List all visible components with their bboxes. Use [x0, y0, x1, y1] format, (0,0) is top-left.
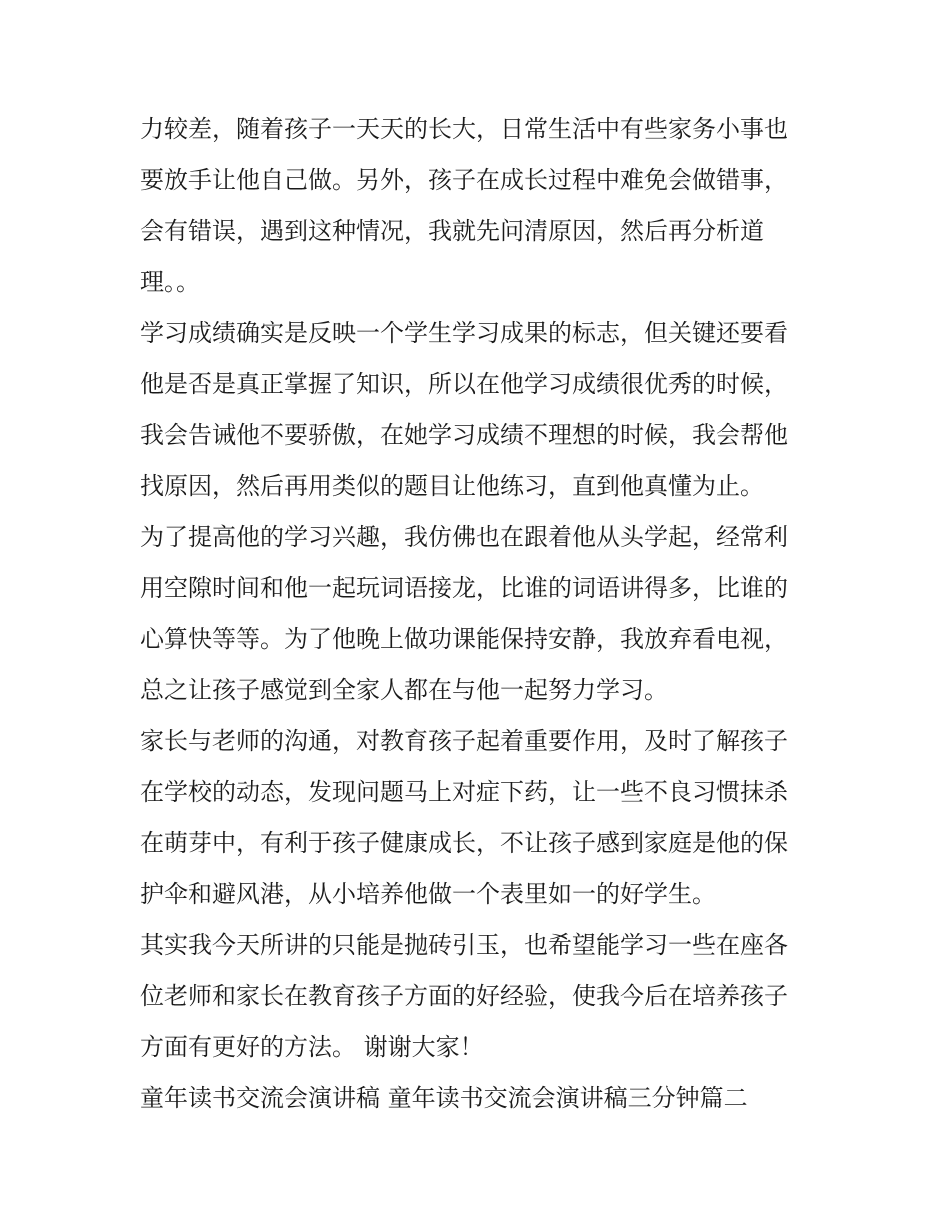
text-line: 心算快等等。为了他晚上做功课能保持安静，我放弃看电视， [140, 625, 788, 653]
text-line: 会有错误，遇到这种情况，我就先问清原因，然后再分析道 [140, 217, 764, 245]
text-line: 其实我今天所讲的只能是抛砖引玉，也希望能学习一些在座各 [140, 931, 788, 959]
text-line: 在萌芽中，有利于孩子健康成长，不让孩子感到家庭是他的保 [140, 829, 788, 857]
text-line: 在学校的动态，发现问题马上对症下药，让一些不良习惯抹杀 [140, 778, 788, 806]
text-line: 我会告诫他不要骄傲，在她学习成绩不理想的时候，我会帮他 [140, 421, 788, 449]
text-line: 护伞和避风港，从小培养他做一个表里如一的好学生。 [140, 880, 716, 908]
text-line: 用空隙时间和他一起玩词语接龙，比谁的词语讲得多，比谁的 [140, 574, 788, 602]
text-line: 学习成绩确实是反映一个学生学习成果的标志，但关键还要看 [140, 319, 788, 347]
text-line: 要放手让他自己做。另外，孩子在成长过程中难免会做错事， [140, 166, 788, 194]
text-line: 找原因，然后再用类似的题目让他练习，直到他真懂为止。 [140, 472, 764, 500]
text-line: 力较差，随着孩子一天天的长大，日常生活中有些家务小事也 [140, 115, 788, 143]
document-body [140, 104, 830, 1124]
text-line: 家长与老师的沟通，对教育孩子起着重要作用，及时了解孩子 [140, 727, 788, 755]
text-line: 理。。 [140, 268, 200, 296]
text-line: 他是否是真正掌握了知识，所以在他学习成绩很优秀的时候， [140, 370, 788, 398]
text-line: 为了提高他的学习兴趣，我仿佛也在跟着他从头学起，经常利 [140, 523, 788, 551]
text-line: 方面有更好的方法。 谢谢大家！ [140, 1033, 484, 1061]
text-line: 总之让孩子感觉到全家人都在与他一起努力学习。 [140, 676, 668, 704]
section-title: 童年读书交流会演讲稿 童年读书交流会演讲稿三分钟篇二 [140, 1084, 748, 1112]
text-line: 位老师和家长在教育孩子方面的好经验，使我今后在培养孩子 [140, 982, 788, 1010]
